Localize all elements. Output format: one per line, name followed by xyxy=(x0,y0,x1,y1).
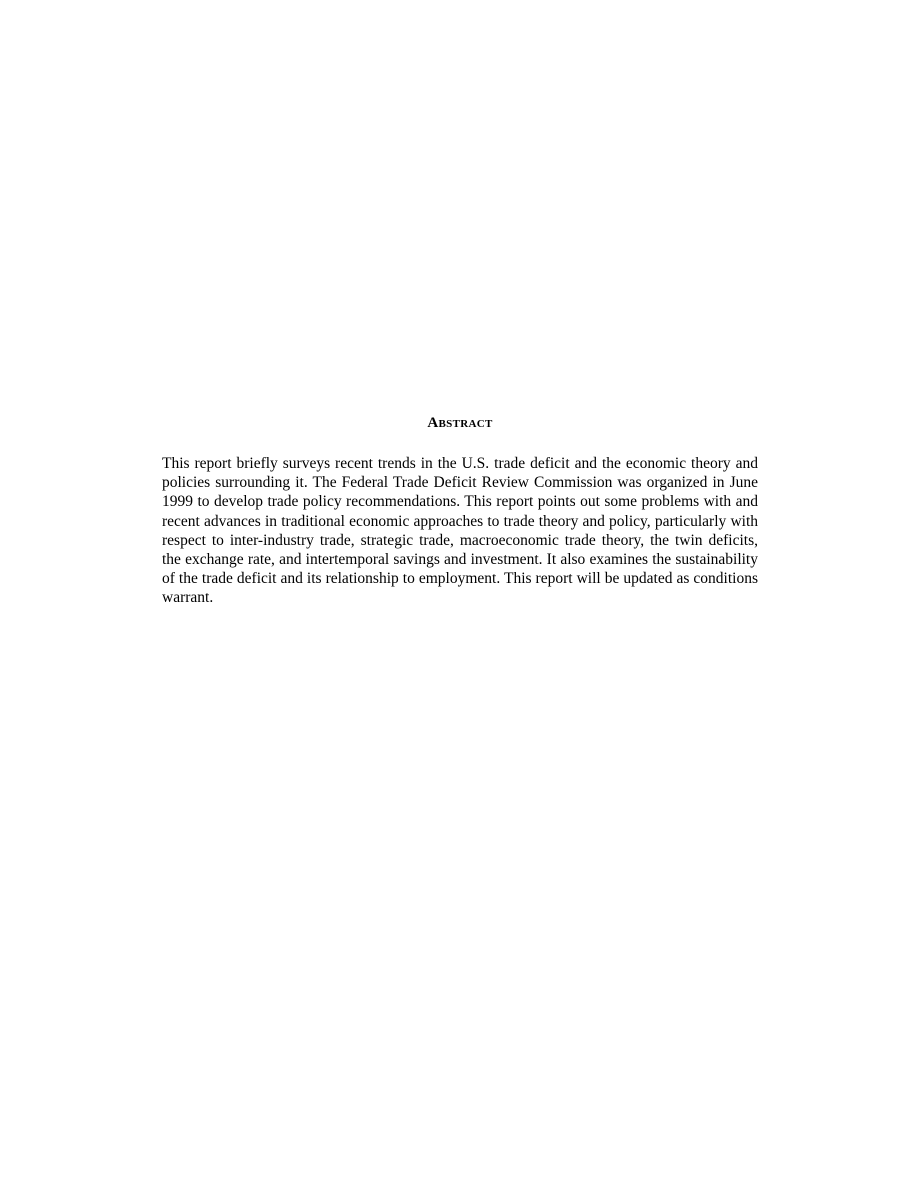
abstract-paragraph: This report briefly surveys recent trends in the U.S. trade deficit and the economic theory and policies surrounding it. The Federal Trade Deficit Review Commission was organized in June 1999 to develop trade policy recommendations. This report points out some problems with and recent advances in traditional economic approaches to trade theory and policy, particularly with respect to inter-industry trade, strategic trade, macroeconomic trade theory, the twin deficits, the exchange rate, and intertemporal savings and investment. It also examines the sustainability of the trade deficit and its relationship to employment. This report will be updated as conditions warrant. xyxy=(162,455,758,607)
abstract-heading: Abstract xyxy=(427,415,493,431)
